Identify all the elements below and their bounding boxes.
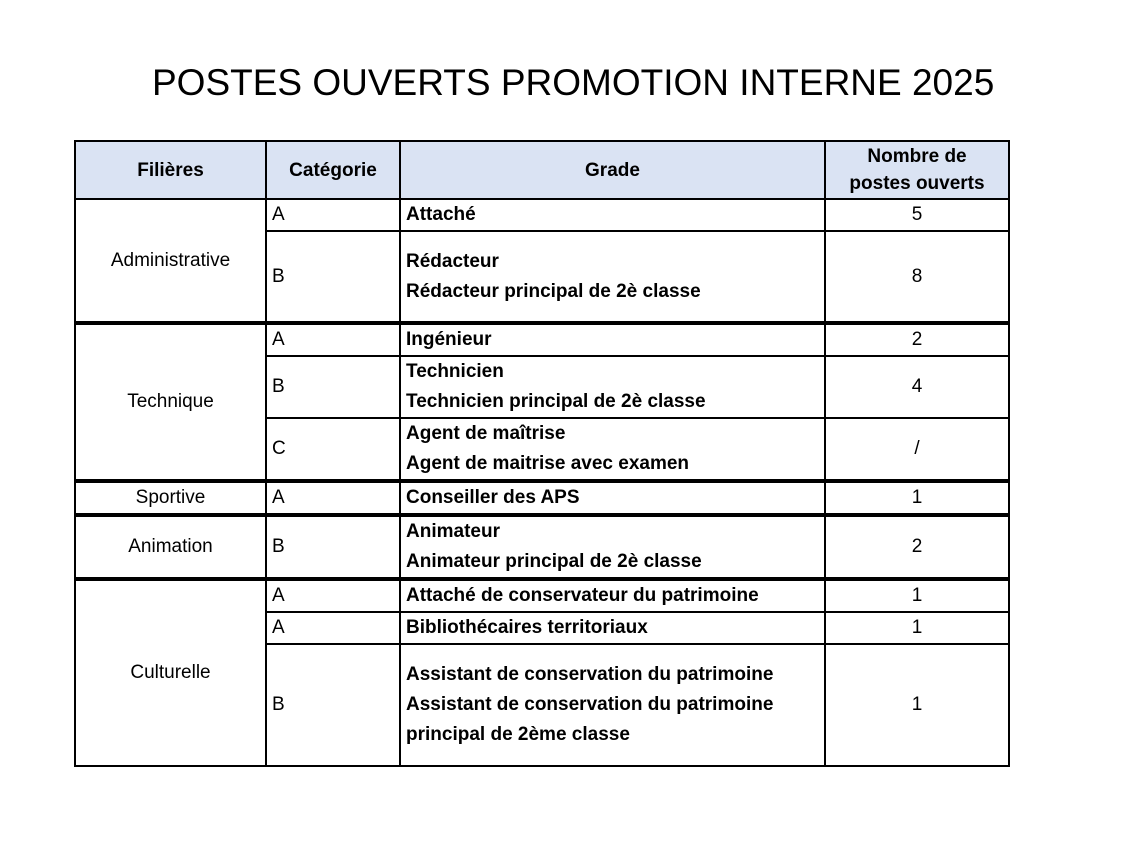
- grade-line: Agent de maîtrise: [406, 423, 566, 444]
- table-row: [75, 515, 1009, 579]
- nombre-cell: 1: [825, 644, 1009, 766]
- positions-table: [74, 140, 1010, 767]
- grade-cell: [400, 644, 825, 766]
- filiere-cell: Administrative: [75, 199, 266, 323]
- nombre-cell: 8: [825, 231, 1009, 323]
- grade-line: Animateur: [406, 521, 500, 542]
- grade-cell: [400, 515, 825, 579]
- categorie-cell: B: [266, 644, 400, 766]
- filiere-cell: Culturelle: [75, 579, 266, 766]
- grade-line: Agent de maitrise avec examen: [406, 453, 690, 474]
- grade-line: Animateur principal de 2è classe: [406, 551, 702, 572]
- header-nombre-line2: postes ouverts: [849, 173, 985, 194]
- grade-cell: [400, 579, 825, 612]
- table-row: [75, 199, 1009, 231]
- grade-line: Conseiller des APS: [406, 487, 580, 508]
- grade-cell: [400, 323, 825, 356]
- header-filieres: Filières: [75, 141, 266, 199]
- categorie-cell: A: [266, 199, 400, 231]
- table-header-row: [75, 141, 1009, 199]
- page-title: POSTES OUVERTS PROMOTION INTERNE 2025: [152, 62, 995, 103]
- nombre-cell: 4: [825, 356, 1009, 418]
- nombre-cell: 5: [825, 199, 1009, 231]
- grade-cell: [400, 356, 825, 418]
- filiere-cell: Animation: [75, 515, 266, 579]
- grade-line: Attaché de conservateur du patrimoine: [406, 585, 759, 606]
- grade-line: Assistant de conservation du patrimoine: [406, 664, 774, 685]
- categorie-cell: A: [266, 323, 400, 356]
- categorie-cell: A: [266, 579, 400, 612]
- grade-line: Assistant de conservation du patrimoine: [406, 694, 774, 715]
- nombre-cell: /: [825, 418, 1009, 481]
- categorie-cell: A: [266, 612, 400, 644]
- nombre-cell: 1: [825, 481, 1009, 515]
- grade-cell: [400, 418, 825, 481]
- header-nombre: [825, 141, 1009, 199]
- categorie-cell: B: [266, 231, 400, 323]
- header-grade: Grade: [400, 141, 825, 199]
- grade-cell: [400, 231, 825, 323]
- grade-cell: [400, 199, 825, 231]
- filiere-cell: Technique: [75, 323, 266, 481]
- grade-line: Rédacteur: [406, 250, 499, 272]
- categorie-cell: C: [266, 418, 400, 481]
- table-row: [75, 579, 1009, 612]
- table-row: [75, 323, 1009, 356]
- table-body: [75, 199, 1009, 766]
- grade-line: principal de 2ème classe: [406, 724, 630, 745]
- grade-cell: [400, 612, 825, 644]
- grade-line: Technicien principal de 2è classe: [406, 391, 706, 412]
- grade-line: Rédacteur principal de 2è classe: [406, 280, 701, 302]
- grade-line: Attaché: [406, 204, 476, 225]
- categorie-cell: B: [266, 515, 400, 579]
- nombre-cell: 1: [825, 612, 1009, 644]
- header-nombre-line1: Nombre de: [867, 146, 967, 167]
- grade-line: Bibliothécaires territoriaux: [406, 617, 648, 638]
- grade-cell: [400, 481, 825, 515]
- header-categorie: Catégorie: [266, 141, 400, 199]
- nombre-cell: 1: [825, 579, 1009, 612]
- nombre-cell: 2: [825, 515, 1009, 579]
- table-row: [75, 481, 1009, 515]
- grade-line: Technicien: [406, 361, 504, 382]
- categorie-cell: B: [266, 356, 400, 418]
- filiere-cell: Sportive: [75, 481, 266, 515]
- categorie-cell: A: [266, 481, 400, 515]
- grade-line: Ingénieur: [406, 329, 492, 350]
- nombre-cell: 2: [825, 323, 1009, 356]
